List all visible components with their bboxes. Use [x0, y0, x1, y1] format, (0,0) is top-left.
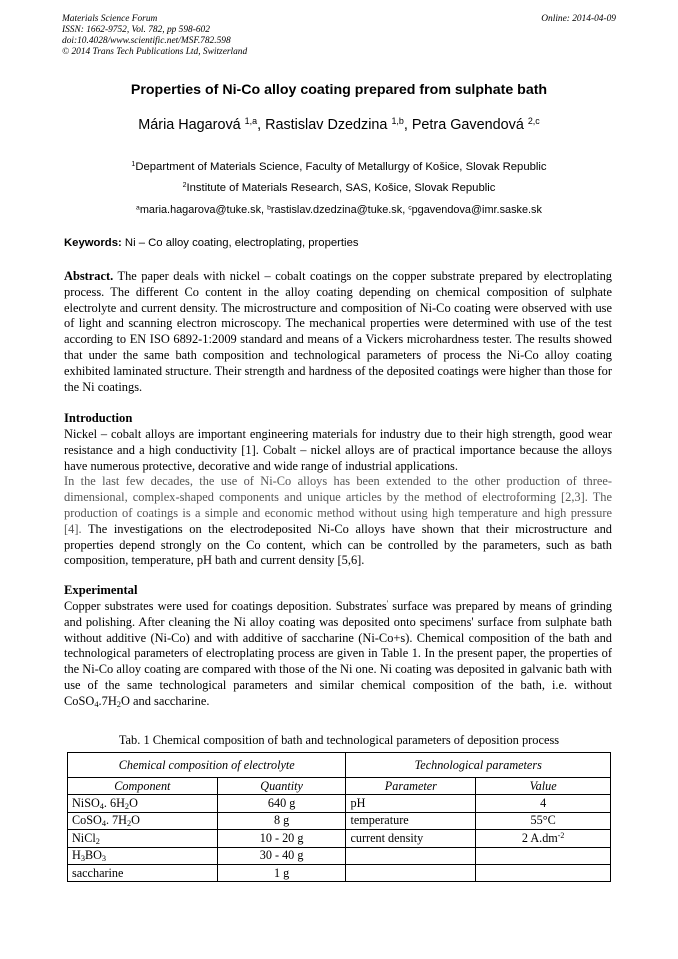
keywords: [64, 237, 359, 249]
author-emails: $^a$maria.hagarova@tuke.sk, $^b$rastislav.dzedzina@tuke.sk, $^c$pgavendova@imr.saske.sk: [136, 204, 542, 216]
aff-sup: 1: [131, 161, 136, 169]
table-column-header: [68, 778, 611, 795]
composition-table: [67, 752, 611, 882]
table-caption: Tab. 1 Chemical composition of bath and technological parameters of deposition process: [118, 733, 560, 747]
component-cell: NiCl$_2$: [68, 830, 218, 847]
author-sup: 1,b: [391, 116, 404, 127]
author-sup: 2,c: [527, 116, 540, 127]
journal-header: [62, 14, 616, 58]
quantity-cell: 10 - 20 g: [217, 830, 346, 847]
keywords-label: Keywords:: [64, 237, 122, 249]
quantity-cell: 8 g: [217, 812, 346, 829]
value-cell: 55°C: [476, 812, 611, 829]
author-name: Petra Gavendová: [411, 117, 524, 133]
affiliation-2: [0, 182, 678, 194]
parameter-cell: [346, 847, 476, 864]
email-sup: a: [136, 204, 140, 212]
abstract-label: Abstract.: [64, 269, 114, 283]
component-cell: CoSO$_4$. $7H_2O$: [68, 812, 218, 829]
exp-text-1: Copper substrates were used for coatings deposition. Substrates: [64, 599, 387, 613]
quantity-cell: 30 - 40 g: [217, 847, 346, 864]
value-cell: [476, 864, 611, 881]
abstract-text: The paper deals with nickel – cobalt coatings on the copper substrate prepared by electroplating process. The different Co content in the alloy coating depending on chemical composition of sulphate electrolyte and current density. The microstructure and composition of Ni-Co coating were observed with use of light and scanning electron microscopy. The mechanical properties were determined with use of the test according to EN ISO 6892-1:2009 standard and means of a Vickers microhardness tester. The results showed that under the same bath composition and technological parameters of process the Ni-Co alloy coating exhibited laminated structure. Their strength and hardness of the deposited coatings were higher than those for the Ni coatings.: [64, 269, 612, 394]
quantity-cell: 1 g: [217, 864, 346, 881]
intro-paragraph-2-gray: In the last few decades, the use of Ni-Co alloys has been extended to the other production of three-dimensional, complex-shaped components and unique articles by the method of electroforming [2,3]. The production of coatings is a simple and economic method without using high temperature and high pressure [4].: [64, 474, 612, 536]
author-name: Mária Hagarová: [138, 117, 241, 133]
email-link: rastislav.dzedzina@tuke.sk: [270, 204, 403, 216]
exp-apostrophe: ': [386, 598, 389, 608]
aff-text: Institute of Materials Research, SAS, Košice, Slovak Republic: [186, 182, 496, 194]
exp-text-end: O and saccharine.: [121, 693, 210, 708]
parameter-cell: [346, 864, 476, 881]
value-cell: 4: [476, 795, 611, 812]
component-cell: NiSO$_4$. $6H_2O$: [68, 795, 218, 812]
email-link: pgavendova@imr.saske.sk: [411, 204, 542, 216]
abstract: [64, 269, 612, 395]
table-row: [68, 812, 611, 829]
intro-paragraph-1: Nickel – cobalt alloys are important engineering materials for industry due to their high strength, good wear resistance and a high conductivity [1]. Cobalt – nickel alloys are of practical importance because the alloys have numerous protective, decorative and wide range of industrial applications.: [64, 427, 612, 473]
quantity-cell: 640 g: [217, 795, 346, 812]
parameter-cell: temperature: [346, 812, 476, 829]
experimental-text: [64, 599, 612, 710]
email-link: maria.hagarova@tuke.sk: [139, 204, 262, 216]
email-sup: c: [408, 204, 412, 212]
intro-paragraph-2: The investigations on the electrodeposited Ni-Co alloys have shown that their microstructure and properties depend strongly on the Co content, which can be controlled by the parameters, such as bath composition, temperature, pH bath and current density [5,6].: [64, 521, 613, 568]
email-sup: b: [267, 204, 271, 212]
affiliation-1: [0, 161, 678, 173]
exp-text-2: surface was prepared by means of grinding and polishing. After cleaning the Ni alloy coating was deposited onto specimens' surface from sulphate bath without additive (Ni-Co) and with additive of saccharine (Ni-Co+s). Chemical composition of the bath and technological parameters of electroplating process are given in Table 1. In the present paper, the properties of the Ni-Co alloy coating are compared with those of the Ni one. Ni coating was deposited in galvanic bath with use of the same technological parameters and similar chemical composition of the bath, i.e. without CoSO: [64, 599, 612, 708]
aff-text: Department of Materials Science, Faculty of Metallurgy of Košice, Slovak Republic: [135, 161, 547, 173]
paper-title: Properties of Ni-Co alloy coating prepared from sulphate bath: [130, 82, 548, 98]
group-header-right: Technological parameters: [346, 753, 611, 778]
exp-sub: 4: [94, 698, 99, 709]
issn: ISSN: 1662-9752, Vol. 782, pp 598-602: [62, 25, 210, 35]
table-row: [68, 847, 611, 864]
section-heading-experimental: Experimental: [64, 583, 138, 597]
copyright: © 2014 Trans Tech Publications Ltd, Switzerland: [62, 47, 248, 57]
table-row: [68, 795, 611, 812]
table-group-header: [68, 753, 611, 778]
value-cell: [476, 847, 611, 864]
exp-sub: 2: [116, 698, 121, 709]
author-list: Mária Hagarová $^{1,a}$, Rastislav Dzedzina $^{1,b}$, Petra Gavendová $^{2,c}$: [138, 116, 540, 133]
journal-name: Materials Science Forum: [62, 14, 158, 24]
author-sup: 1,a: [244, 116, 258, 127]
exp-text-mid: .7H: [98, 693, 117, 708]
aff-sup: 2: [182, 182, 187, 190]
author-name: Rastislav Dzedzina: [265, 117, 388, 133]
col-header: Quantity: [217, 778, 346, 795]
component-cell: saccharine: [68, 864, 218, 881]
group-header-left: Chemical composition of electrolyte: [68, 753, 346, 778]
col-header: Parameter: [346, 778, 476, 795]
col-header: Component: [68, 778, 218, 795]
doi: doi:10.4028/www.scientific.net/MSF.782.598: [62, 36, 231, 46]
component-cell: $H_3BO_3$: [68, 847, 218, 864]
parameter-cell: pH: [346, 795, 476, 812]
value-cell: 2 $A.dm^{-2}$: [476, 830, 611, 847]
col-header: Value: [476, 778, 611, 795]
table-row: [68, 864, 611, 881]
keywords-text: Ni – Co alloy coating, electroplating, properties: [124, 237, 359, 249]
table-row: [68, 830, 611, 847]
parameter-cell: current density: [346, 830, 476, 847]
section-heading-introduction: Introduction: [64, 411, 133, 425]
online-date: Online: 2014-04-09: [541, 14, 616, 24]
introduction-text: [64, 427, 612, 569]
